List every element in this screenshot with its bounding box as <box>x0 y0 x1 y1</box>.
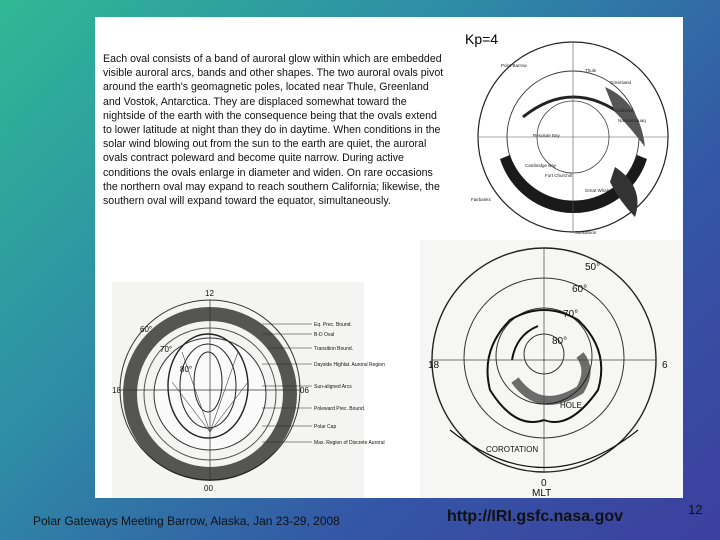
map-label: Resolute Bay <box>533 133 560 138</box>
source-url-link[interactable]: http://IRI.gsfc.nasa.gov <box>447 508 624 525</box>
mlt-6-label: 6 <box>662 360 668 371</box>
mlt-00-label: 00 <box>204 484 213 493</box>
mlt-06-label: 06 <box>300 386 309 395</box>
hole-label: HOLE <box>560 401 582 410</box>
legend-label: Sun-aligned Arcs <box>314 384 352 390</box>
map-label: Fairbanks <box>471 197 491 202</box>
mlt-0-label: 0 <box>541 478 547 489</box>
legend-label: Max. Region of Discrete Auroral <box>314 440 385 446</box>
mlt-18-label: 18 <box>112 386 121 395</box>
map-label: Godhavn <box>615 108 634 113</box>
map-label: Saskatoon <box>575 230 597 235</box>
mlt-12-label: 12 <box>205 289 214 298</box>
map-label: Point Barrow <box>501 63 527 68</box>
map-label: Fort Churchill <box>545 173 572 178</box>
mlt-label: MLT <box>532 488 552 499</box>
meeting-footer: Polar Gateways Meeting Barrow, Alaska, Jan 23-29, 2008 <box>33 514 340 528</box>
polar-map-figure <box>455 17 683 245</box>
legend-label: Eq. Prec. Bound. <box>314 322 352 328</box>
lat-70-label: 70° <box>160 345 173 354</box>
map-label: Thule <box>585 68 597 73</box>
lat-60-label: 60° <box>572 284 588 295</box>
map-label: Narssarssuaq <box>618 118 646 123</box>
corotation-label: COROTATION <box>486 445 539 454</box>
legend-label: B-D Oval <box>314 332 335 338</box>
lat-80-label: 80° <box>552 336 568 347</box>
description-paragraph: Each oval consists of a band of auroral glow within which are embedded visible auroral arcs, bands and other shapes. The two auroral ovals pivot around the earth's geomagnetic poles, located near Thule, Greenland and Vostok, Antarctica. They are displaced somewhat toward the nightside of the earth with the consequence being that the ovals extend to lower latitude at night than they do in daytime. When conditions in the solar wind blowing out from the sun to the earth are quiet, the auroral ovals contract poleward and become quite narrow. During active conditions the ovals enlarge in diameter and widen. On rare occasions the northern oval may expand to reach southern California; likewise, the southern oval will expand toward the equator, simultaneously. <box>103 53 444 208</box>
map-label: Greenland <box>610 80 632 85</box>
lat-60-label: 60° <box>140 325 153 334</box>
map-label: Cambridge Bay <box>525 163 557 168</box>
lat-70-label: 70° <box>563 309 579 320</box>
lat-50-label: 50° <box>585 262 601 273</box>
legend-label: Poleward Prec. Bound. <box>314 406 366 412</box>
mlt-18-label: 18 <box>428 360 440 371</box>
auroral-oval-schematic <box>112 282 385 498</box>
legend-label: Polar Cap <box>314 424 337 430</box>
polar-hole-diagram <box>420 240 683 498</box>
map-label: Great Whale <box>585 188 611 193</box>
lat-80-label: 80° <box>180 365 193 374</box>
legend-label: Dayside Highlat. Auroral Region <box>314 362 385 368</box>
page-number: 12 <box>688 502 703 517</box>
legend-label: Transition Bound. <box>314 346 354 352</box>
kp-heading: Kp=4 <box>465 31 499 47</box>
